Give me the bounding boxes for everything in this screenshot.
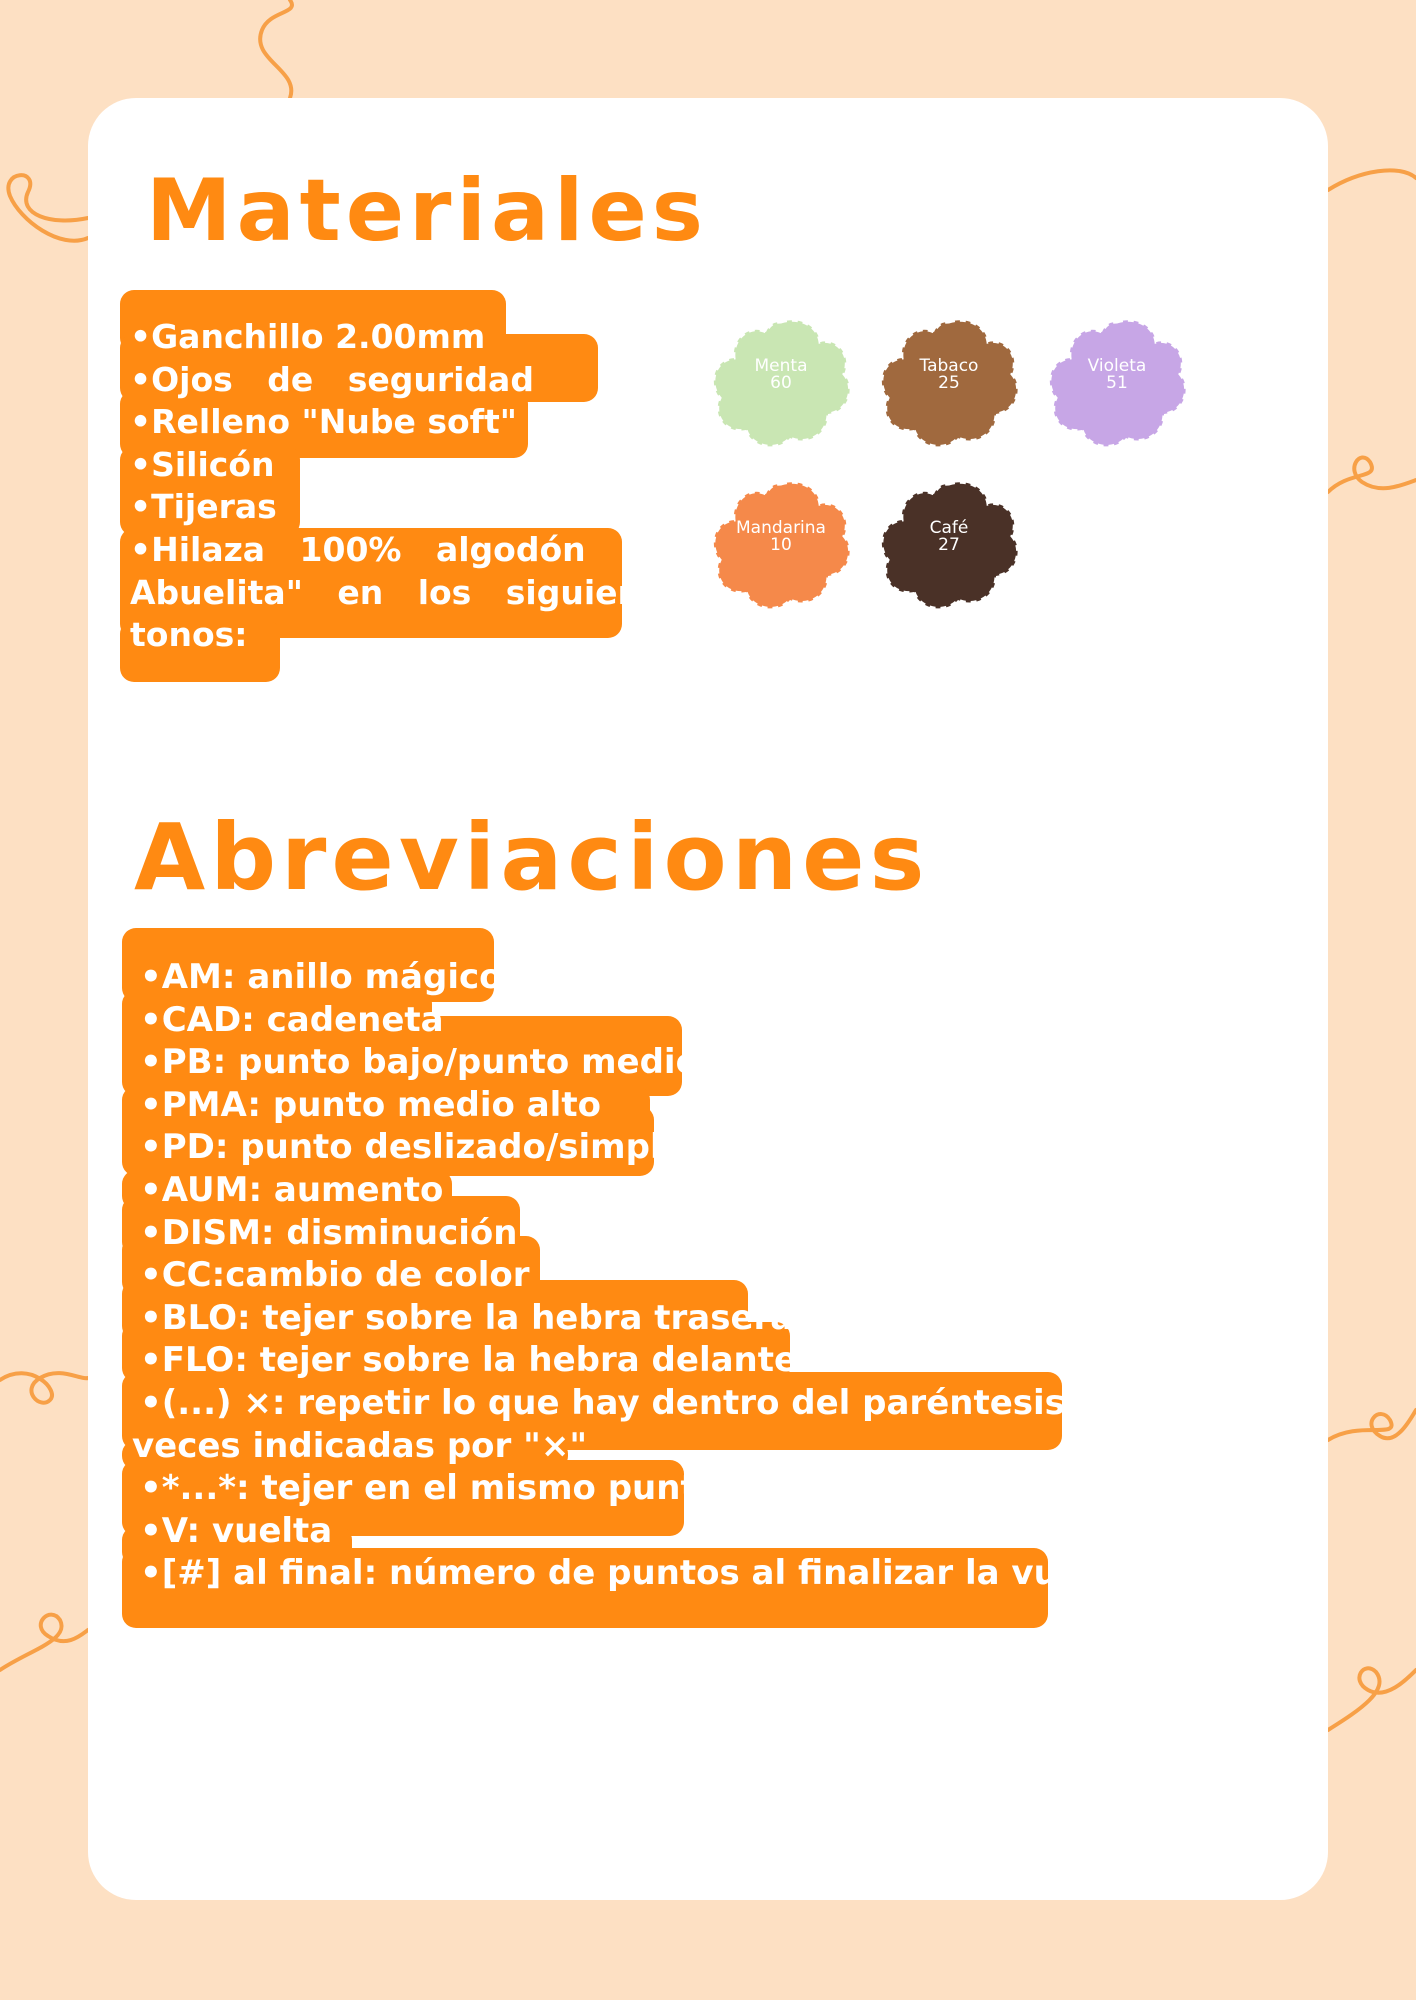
abreviacion-item: •*...*: tejer en el mismo punto (140, 1468, 721, 1509)
swatch-number: 60 (770, 373, 792, 393)
materiales-item: •Relleno "Nube soft" (130, 402, 517, 442)
swatch-number: 27 (938, 535, 960, 555)
materiales-title: Materiales (146, 161, 708, 261)
swatch-name: Mandarina (736, 518, 826, 538)
materiales-item: Abuelita" en los siguien (130, 572, 642, 612)
squiggle-right-mid (1328, 457, 1416, 492)
squiggle-left-low (0, 1373, 88, 1403)
abreviacion-item: •PMA: punto medio alto (140, 1084, 601, 1125)
swatch-mandarina (708, 474, 854, 612)
abreviacion-item: •BLO: tejer sobre la hebra trasera (140, 1297, 794, 1338)
swatch-name: Tabaco (919, 356, 979, 376)
squiggle-left-top (8, 175, 88, 241)
materiales-item: •Ojos de seguridad (130, 359, 534, 399)
swatch-number: 51 (1106, 373, 1128, 393)
swatch-cafe (876, 474, 1022, 612)
abreviacion-item: •CAD: cadeneta (140, 999, 444, 1040)
squiggle-top (260, 0, 292, 98)
abreviacion-item: •[#] al final: número de puntos al finalizar la vuelta (140, 1553, 1132, 1594)
materiales-item: •Tijeras (130, 487, 277, 527)
abreviaciones-title: Abreviaciones (134, 804, 930, 911)
squiggle-right-low (1328, 1410, 1416, 1440)
abreviacion-item: •FLO: tejer sobre la hebra delantera (140, 1340, 837, 1381)
swatch-tabaco (876, 312, 1022, 450)
swatch-violeta (1044, 312, 1190, 450)
materiales-item: •Silicón (130, 444, 275, 484)
abreviacion-item: •DISM: disminución (140, 1212, 518, 1253)
abreviacion-item: •(...) ×: repetir lo que hay dentro del paréntesis las (140, 1382, 1132, 1423)
abreviacion-item: •AUM: aumento (140, 1169, 444, 1210)
swatch-name: Violeta (1087, 356, 1147, 376)
abreviaciones-list (132, 956, 1132, 1595)
squiggle-left-bottom (0, 1615, 88, 1670)
materiales-item: •Hilaza 100% algodón (130, 529, 586, 569)
abreviacion-item: •V: vuelta (140, 1510, 333, 1551)
swatch-name: Café (929, 518, 969, 538)
abreviacion-item: •AM: anillo mágico (140, 957, 503, 997)
abreviacion-item: •PB: punto bajo/punto medio (140, 1042, 699, 1083)
abreviacion-item: veces indicadas por "×" (132, 1425, 588, 1466)
abreviacion-item: •CC:cambio de color (140, 1255, 530, 1296)
materiales-item: tonos: (130, 615, 248, 655)
abreviacion-item: •PD: punto deslizado/simple (140, 1127, 685, 1168)
squiggle-right-top (1328, 170, 1416, 190)
swatch-name: Menta (754, 356, 808, 376)
swatch-number: 25 (938, 373, 960, 393)
swatch-menta (708, 312, 854, 450)
materiales-item: •Ganchillo 2.00mm (130, 317, 486, 356)
materiales-list (130, 316, 641, 657)
swatch-number: 10 (770, 535, 792, 555)
squiggle-right-bottom (1328, 1668, 1416, 1730)
